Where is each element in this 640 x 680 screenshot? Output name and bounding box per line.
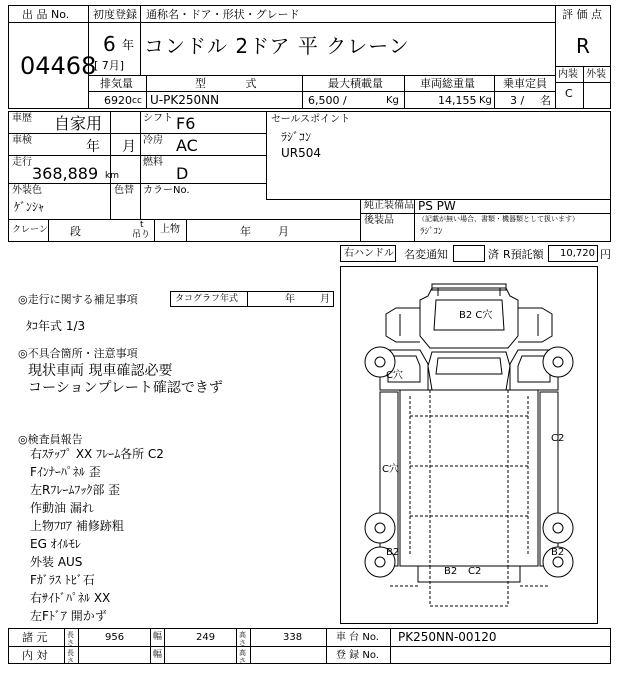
inspector-line-9: 右ｻｲﾄﾞﾊﾟﾈﾙ XX (30, 591, 111, 605)
history-value: 自家用 (54, 114, 103, 133)
diagram-mark-3: C2 (551, 433, 565, 444)
fuel-value: D (176, 164, 189, 183)
diagram-mark-7: B2 (444, 566, 458, 577)
inspector-line-7: 外装 AUS (30, 555, 83, 569)
rating-value: R (576, 34, 590, 58)
height-label: 高さ (239, 631, 246, 647)
diagram-mark-8: C2 (468, 566, 482, 577)
crane-label: クレーン (12, 225, 48, 235)
crane-t: t (140, 220, 144, 230)
meihen-box (453, 245, 485, 262)
sales-point-2: UR504 (281, 146, 322, 160)
ac-label: 冷房 (143, 135, 163, 146)
color-no-label: カラーNo. (143, 185, 190, 196)
displacement-value: 6920 (104, 94, 132, 107)
lot-number: 04468 (20, 52, 97, 80)
defect-line-2: コーションプレート確認できず (28, 380, 223, 396)
length-value: 956 (105, 632, 125, 643)
model-value: U-PK250NN (150, 93, 220, 107)
inspector-line-2: Fｲﾝﾅｰﾊﾟﾈﾙ 歪 (30, 465, 101, 479)
sales-point-label: セールスポイント (271, 114, 351, 125)
color-change-label: 色替 (114, 185, 134, 196)
diagram-mark-2: C穴 (386, 370, 403, 381)
max-load-unit: Kg (386, 95, 399, 106)
diagram-mark-5: B2 (386, 547, 400, 558)
inspector-line-1: 右ｽﾃｯﾌﾟ XX ﾌﾚｰﾑ各所 C2 (30, 447, 164, 461)
mileage-label: 走行 (12, 157, 32, 168)
inspection-month: 月 (122, 139, 136, 155)
ac-value: AC (176, 136, 198, 155)
length-label: 長さ (67, 631, 74, 647)
diagram-mark-6: B2 (551, 547, 565, 558)
aftermarket-value: ﾗｼﾞｺﾝ (420, 227, 443, 237)
history-label: 車歴 (12, 113, 32, 124)
meihen-label: 名変通知 (404, 248, 448, 261)
car-name-label: 通称名・ドア・形状・グレード (146, 8, 300, 21)
inspector-line-4: 作動油 漏れ (30, 501, 94, 515)
r-deposit-unit: 円 (600, 248, 611, 261)
gvw-value: 14,155 (438, 94, 477, 107)
first-reg-label: 初度登録 (93, 8, 137, 21)
car-name: コンドル 2ドア 平 クレーン (144, 34, 410, 58)
jouso-label: 上物 (160, 224, 180, 235)
shift-label: シフト (143, 113, 173, 124)
fuel-label: 燃料 (143, 157, 163, 168)
displacement-label: 排気量 (100, 77, 133, 90)
interior-label: 内装 (558, 69, 578, 80)
inspector-line-10: 左Fﾄﾞｱ 開かず (30, 609, 107, 623)
max-load-label: 最大積載量 (328, 77, 383, 90)
color-label: 外装色 (12, 185, 42, 196)
r-deposit-value: 10,720 (560, 248, 595, 259)
shift-value: F6 (176, 114, 196, 133)
max-load-value: 6,500 / (308, 94, 347, 107)
lot-label: 出 品 No. (22, 8, 70, 21)
jouso-month: 月 (278, 225, 289, 238)
meihen-done-label: 済 (488, 248, 499, 261)
inspection-year: 年 (86, 139, 100, 155)
supplement-label: ◎走行に関する補足事項 (18, 293, 138, 306)
reg-label: 登 録 No. (336, 650, 379, 661)
chassis-label: 車 台 No. (336, 632, 379, 643)
diagram-mark-1: B2 C穴 (459, 310, 493, 321)
crane-tsuri: 吊り (132, 230, 151, 240)
length-label-2: 長さ (67, 649, 74, 665)
rating-label: 評 価 点 (562, 8, 602, 21)
first-reg-month: [ 7月] (94, 59, 125, 72)
first-reg-year: 6 (103, 32, 116, 56)
interior-grade: C (565, 87, 573, 100)
height-value: 338 (283, 632, 303, 643)
inspector-line-3: 左Rﾌﾚｰﾑﾌｯｸ部 歪 (30, 483, 121, 497)
inspector-line-5: 上物ﾌﾛｱ 補修跡粗 (30, 519, 124, 533)
capacity-label: 乗車定員 (503, 77, 547, 90)
inspector-line-8: Fｶﾞﾗｽ ﾄﾋﾞ石 (30, 573, 95, 587)
shoken-label: 諸 元 (22, 631, 48, 644)
gvw-unit: Kg (479, 95, 492, 106)
equipment-label: 純正装備品 (364, 200, 414, 211)
width-value: 249 (196, 632, 216, 643)
first-reg-year-unit: 年 (122, 38, 135, 52)
displacement-unit: cc (132, 96, 142, 106)
tacho-year: 年 (285, 294, 295, 305)
chassis-value: PK250NN-00120 (398, 630, 497, 644)
height-label-2: 高さ (239, 649, 246, 665)
width-label-2: 幅 (153, 650, 163, 660)
equipment-value: PS PW (418, 199, 456, 213)
mileage-unit: km (105, 171, 119, 181)
tacho-month: 月 (320, 294, 330, 305)
naiyo-label: 内 対 (22, 649, 48, 662)
tacho-label: タコグラフ年式 (175, 294, 239, 304)
defects-label: ◎不具合箇所・注意事項 (18, 347, 138, 360)
gvw-label: 車両総重量 (420, 77, 475, 90)
r-deposit-label: R預託額 (503, 248, 544, 261)
model-label: 型 式 (195, 77, 275, 90)
jouso-year: 年 (240, 225, 251, 238)
inspector-line-6: EG ｵｲﾙﾓﾚ (30, 537, 81, 551)
capacity-value: 3 / (510, 94, 525, 107)
defect-line-1: 現状車両 現車確認必要 (28, 363, 173, 379)
sales-point-1: ﾗｼﾞｺﾝ (281, 130, 312, 144)
inspection-label: 車検 (12, 135, 32, 146)
capacity-unit: 名 (540, 94, 551, 107)
mileage-value: 368,889 (32, 164, 99, 183)
right-handle-label: 右ハンドル (344, 248, 394, 259)
aftermarket-label: 後装品 (364, 215, 394, 226)
diagram-mark-4: C穴 (382, 464, 399, 475)
color-value: ｹﾞﾝｼｬ (14, 200, 45, 214)
inspector-label: ◎検査員報告 (18, 433, 83, 446)
width-label: 幅 (153, 632, 163, 642)
exterior-label: 外装 (586, 69, 606, 80)
aftermarket-note: （記載が無い場合、書類・機器類として扱います） (418, 215, 579, 223)
tacho-note: ﾀｺ年式 1/3 (26, 319, 86, 333)
crane-dan: 段 (70, 225, 81, 238)
